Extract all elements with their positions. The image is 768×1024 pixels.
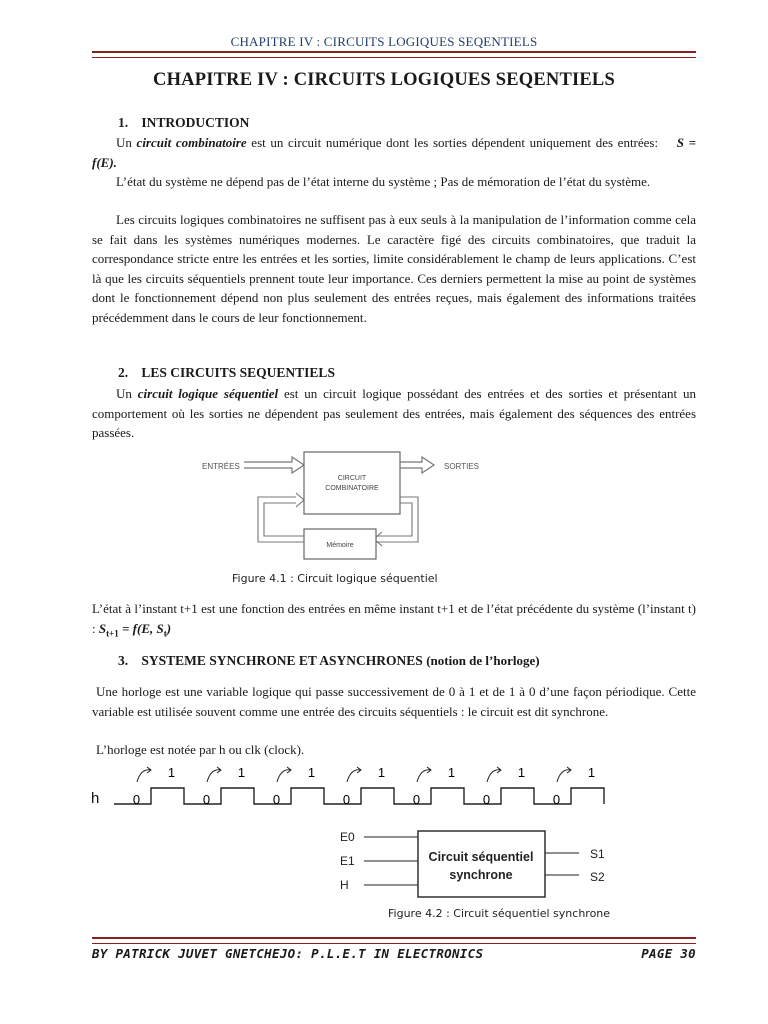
term-circuit-logique-sequentiel: circuit logique séquentiel bbox=[137, 386, 279, 401]
sync-block-line-2: synchrone bbox=[449, 868, 513, 882]
output-label-s1: S1 bbox=[590, 847, 605, 861]
section-3-title: SYSTEME SYNCHRONE ET ASYNCHRONES bbox=[141, 653, 423, 668]
section-3-paragraph-2: L’horloge est notée par h ou clk (clock). bbox=[96, 742, 305, 757]
section-2-heading bbox=[118, 365, 335, 381]
clock-transition-arrow bbox=[277, 767, 291, 782]
clock-high-label: 1 bbox=[167, 765, 176, 780]
text-run: Un bbox=[116, 135, 137, 150]
clock-marks bbox=[114, 765, 604, 807]
clock-high-label: 1 bbox=[447, 765, 456, 780]
clock-transition-arrow bbox=[557, 767, 571, 782]
section-3-number: 3. bbox=[118, 653, 129, 668]
section-2-paragraph-2 bbox=[92, 599, 696, 644]
clock-transition-arrow bbox=[137, 767, 151, 782]
inputs-label: ENTRÉES bbox=[202, 462, 240, 471]
input-label-h: H bbox=[340, 878, 349, 892]
clock-transition-arrow bbox=[417, 767, 431, 782]
term-circuit-combinatoire: circuit combinatoire bbox=[136, 135, 247, 150]
section-2-title: LES CIRCUITS SEQUENTIELS bbox=[141, 365, 335, 380]
formula-subscript: t+1 bbox=[106, 628, 119, 639]
section-1-paragraph-2: L’état du système ne dépend pas de l’état interne du système ; Pas de mémoration de l’état du système. bbox=[116, 174, 651, 189]
clock-high-label: 1 bbox=[587, 765, 596, 780]
input-label-e0: E0 bbox=[340, 830, 355, 844]
figure-4-2-caption: Figure 4.2 : Circuit séquentiel synchrone bbox=[388, 907, 611, 920]
block-label-line-1: CIRCUIT bbox=[337, 475, 367, 482]
input-label-e1: E1 bbox=[340, 854, 355, 868]
formula-part: = f(E, S bbox=[118, 620, 164, 636]
clock-high-label: 1 bbox=[237, 765, 246, 780]
formula-s-equals-f-e: S = f(E). bbox=[92, 135, 696, 170]
clock-transition-arrow bbox=[487, 767, 501, 782]
section-2-number: 2. bbox=[118, 365, 129, 380]
clock-transition-arrow bbox=[207, 767, 221, 782]
clock-low-label: 0 bbox=[272, 792, 281, 807]
outputs-label: SORTIES bbox=[444, 462, 479, 471]
section-1-title: INTRODUCTION bbox=[141, 115, 250, 130]
text-run: est un circuit logique possédant des entrées et des sorties et présentant un comportement où les sorties ne dépendent pas seulement des entrées, mais également des séquences des entrées passées. bbox=[92, 386, 696, 440]
header-rule bbox=[92, 51, 696, 58]
section-3-paragraph-1: Une horloge est une variable logique qui passe successivement de 0 à 1 et de 1 à 0 d’une façon périodique. Cette variable est utilisée souvent comme une entrée des circuits séquentiels : le circuit est dit synchrone. bbox=[92, 684, 696, 719]
running-header: CHAPITRE IV : CIRCUITS LOGIQUES SEQENTIELS bbox=[230, 34, 538, 49]
section-1-number: 1. bbox=[118, 115, 129, 130]
block-label-line-2: COMBINATOIRE bbox=[325, 485, 379, 492]
clock-transition-arrow bbox=[347, 767, 361, 782]
section-1-heading bbox=[118, 115, 249, 131]
clock-signal-label: h bbox=[91, 790, 100, 807]
clock-low-label: 0 bbox=[482, 792, 491, 807]
clock-low-label: 0 bbox=[342, 792, 351, 807]
clock-low-label: 0 bbox=[412, 792, 421, 807]
sync-block-line-1: Circuit séquentiel bbox=[428, 850, 534, 864]
synchronous-circuit-block bbox=[418, 831, 545, 897]
formula-part: S bbox=[98, 620, 107, 636]
footer-author: BY PATRICK JUVET GNETCHEJO: P.L.E.T IN ELECTRONICS bbox=[92, 946, 484, 961]
output-label-s2: S2 bbox=[590, 870, 605, 884]
section-3-heading bbox=[118, 653, 540, 669]
footer-page-number: PAGE 30 bbox=[641, 946, 696, 961]
text-run: Un bbox=[116, 386, 138, 401]
text-run: est un circuit numérique dont les sorties dépendent uniquement des entrées: bbox=[246, 135, 659, 150]
clock-low-label: 0 bbox=[202, 792, 211, 807]
text-run: L’état à l’instant t+1 est une fonction des entrées en même instant t+1 et de l’état précédente du système (l’instant t) : bbox=[92, 601, 696, 636]
formula-part: ) bbox=[166, 620, 172, 636]
formula-state-transition bbox=[98, 620, 172, 639]
section-2-paragraph-1 bbox=[92, 384, 696, 443]
clock-high-label: 1 bbox=[307, 765, 316, 780]
section-1-paragraph-3: Les circuits logiques combinatoires ne suffisent pas à eux seuls à la manipulation de l’information comme cela se fait dans les systèmes numériques modernes. Le caractère figé des circuits combinatoires, que traduit la correspondance stricte entre les entrées et les sorties, limite considérablement le champ de leurs applications. C’est là que les circuits séquentiels prennent toute leur importance. Ces derniers permettent la mise au point de systèmes dont le fonctionnement dépend non plus seulement des entrées reçues, mais également des informations traitées précédemment dans le cours de leur fonctionnement. bbox=[92, 212, 696, 325]
footer-rule bbox=[92, 937, 696, 944]
clock-trace bbox=[114, 788, 604, 804]
formula-subscript: t bbox=[163, 628, 167, 639]
clock-low-label: 0 bbox=[552, 792, 561, 807]
combinational-block bbox=[304, 452, 400, 514]
clock-waveform bbox=[88, 760, 618, 812]
figure-4-1-diagram bbox=[196, 447, 496, 565]
clock-high-label: 1 bbox=[517, 765, 526, 780]
clock-low-label: 0 bbox=[132, 792, 141, 807]
section-3-note: (notion de l’horloge) bbox=[426, 653, 540, 668]
figure-4-1-caption: Figure 4.1 : Circuit logique séquentiel bbox=[232, 572, 438, 585]
chapter-title: CHAPITRE IV : CIRCUITS LOGIQUES SEQENTIELS bbox=[153, 70, 615, 90]
memory-label: Mémoire bbox=[326, 542, 354, 549]
clock-high-label: 1 bbox=[377, 765, 386, 780]
section-1-paragraph-1 bbox=[92, 133, 696, 172]
